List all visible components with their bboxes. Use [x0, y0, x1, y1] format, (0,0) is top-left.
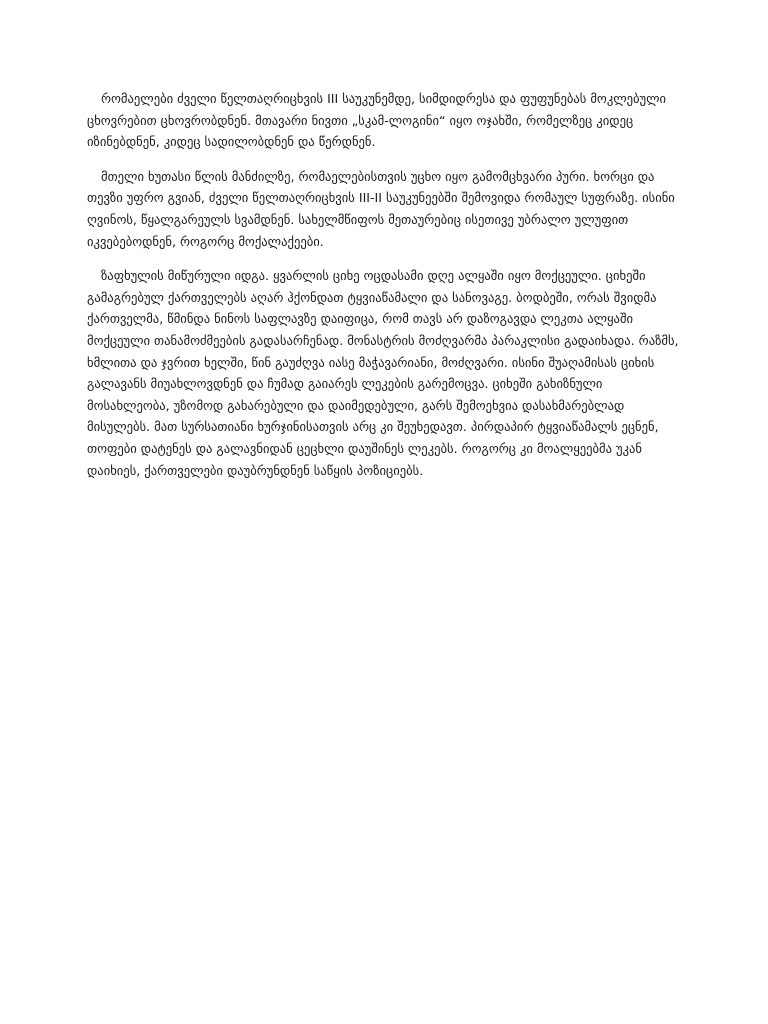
- paragraph-1: რომაელები ძველი წელთაღრიცხვის III საუკუნემდე, სიმდიდრესა და ფუფუნებას მოკლებული ცხოვრებით ცხოვრობდნენ. მთავარი ნივთი „სკამ-ლოგინი“ იყო ოჯახში, რომელზეც კიდეც იზინებდნენ, კიდეც სადილობდნენ და წერდნენ.: [87, 91, 667, 150]
- paragraph-2: მთელი ხუთასი წლის მანძილზე, რომაელებისთვის უცხო იყო გამომცხვარი პური. ხორცი და თევზი უფრო გვიან, ძველი წელთაღრიცხვის III-II საუკუნეებში შემოვიდა რომაულ სუფრაზე. ისინი ღვინოს, წყალგარეულს სვამდნენ. სახელმწიფოს მეთაურებიც ისეთივე უბრალო ულუფით იკვებებოდნენ, როგორც მოქალაქეები.: [87, 168, 675, 249]
- document-page: [87, 88, 687, 494]
- paragraph-3: ზაფხულის მიწურული იდგა. ყვარლის ციხე ოცდასამი დღე ალყაში იყო მოქცეული. ციხეში გამაგრებულ ქართველებს აღარ ჰქონდათ ტყვიაწამალი და სანოვაგე. ბოდბეში, ორას შვიდმა ქართველმა, წმინდა ნინოს საფლავზე დაიფიცა, რომ თავს არ დაზოგავდა ლეკთა ალყაში მოქცეული თანამოძმეების გადასარჩენად. მონასტრის მოძღვარმა პარაკლისი გადაიხადა. რაზმს, ხმლითა და ჯვრით ხელში, წინ გაუძღვა იასე მაჭავარიანი, მოძღვარი. ისინი შუაღამისას ციხის გალავანს მიუახლოვდნენ და ჩუმად გაიარეს ლეკების გარემოცვა. ციხეში გახიზნული მოსახლეობა, უზომოდ გახარებული და დაიმედებული, გარს შემოეხვია დასახმარებლად მისულებს. მათ სურსათიანი ხურჯინისათვის არც კი შეუხედავთ. პირდაპირ ტყვიაწამალს ეცნენ, თოფები დატენეს და გალავნიდან ცეცხლი დაუშინეს ლეკებს. როგორც კი მოალყეებმა უკან დაიხიეს, ქართველები დაუბრუნდნენ საწყის პოზიციებს.: [87, 268, 679, 478]
